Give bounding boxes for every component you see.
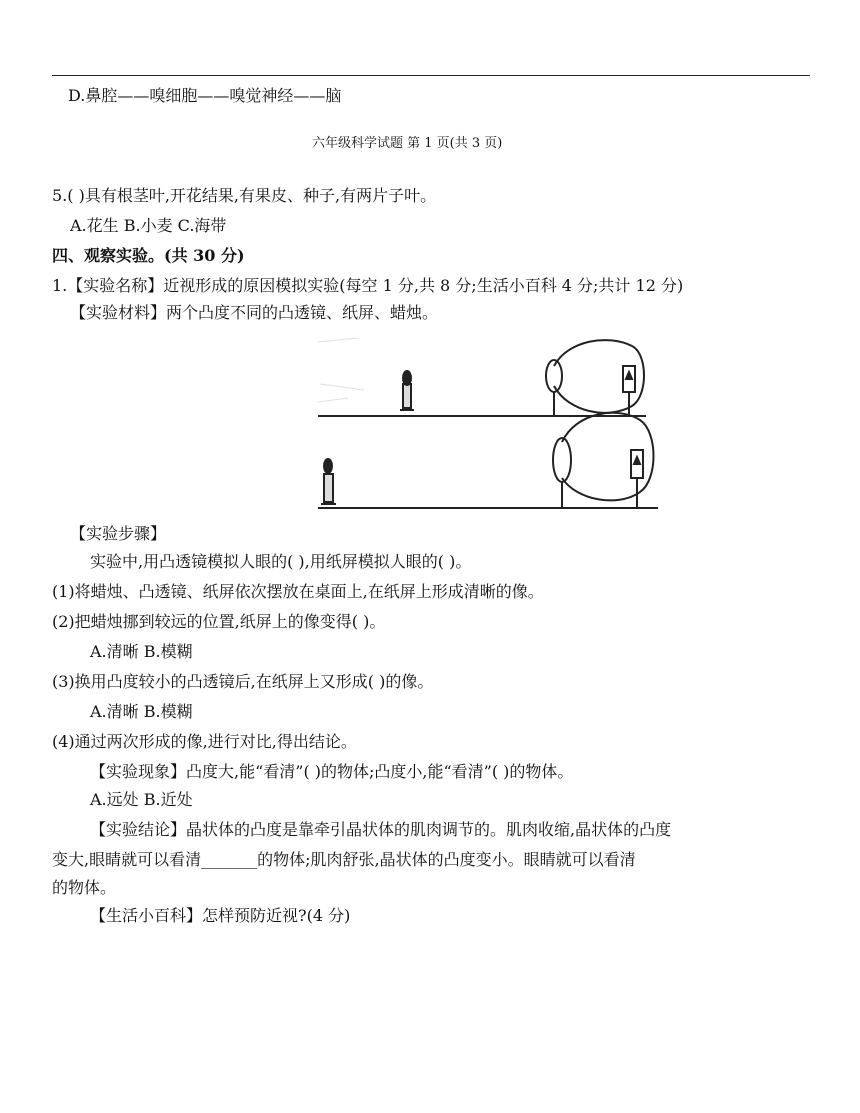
step-3-options: A.清晰 B.模糊 <box>90 702 193 721</box>
step-1: (1)将蜡烛、凸透镜、纸屏依次摆放在桌面上,在纸屏上形成清晰的像。 <box>52 582 544 601</box>
q5-stem: 5.( )具有根茎叶,开花结果,有果皮、种子,有两片子叶。 <box>52 186 437 205</box>
step-3: (3)换用凸度较小的凸透镜后,在纸屏上又形成( )的像。 <box>52 672 434 691</box>
step-4: (4)通过两次形成的像,进行对比,得出结论。 <box>52 732 357 751</box>
phenomenon-options: A.远处 B.近处 <box>90 790 193 809</box>
q1-title: 1.【实验名称】近视形成的原因模拟实验(每空 1 分,共 8 分;生活小百科 4 分;共计 12 分) <box>52 276 684 295</box>
conclusion-line-1: 【实验结论】晶状体的凸度是靠牵引晶状体的肌肉调节的。肌肉收缩,晶状体的凸度 <box>90 820 672 839</box>
steps-heading: 【实验步骤】 <box>70 524 167 543</box>
prev-option-d: D.鼻腔——嗅细胞——嗅觉神经——脑 <box>68 86 342 105</box>
bleed-through-marks <box>318 338 364 402</box>
section-heading: 四、观察实验。(共 30 分) <box>52 246 245 265</box>
setup-top <box>318 340 646 416</box>
phenomenon: 【实验现象】凸度大,能“看清”( )的物体;凸度小,能“看清”( )的物体。 <box>90 762 574 781</box>
conclusion-line-2: 变大,眼睛就可以看清_______的物体;肌肉舒张,晶状体的凸度变小。眼睛就可以看清 <box>52 850 636 869</box>
top-rule <box>52 75 810 76</box>
conclusion-line-3: 的物体。 <box>52 878 117 897</box>
steps-intro: 实验中,用凸透镜模拟人眼的( ),用纸屏模拟人眼的( )。 <box>90 552 472 571</box>
materials: 【实验材料】两个凸度不同的凸透镜、纸屏、蜡烛。 <box>70 303 439 322</box>
encyclopedia: 【生活小百科】怎样预防近视?(4 分) <box>90 906 351 925</box>
q5-options: A.花生 B.小麦 C.海带 <box>70 216 227 235</box>
page-footer: 六年级科学试题 第 1 页(共 3 页) <box>312 136 503 151</box>
setup-bottom <box>318 413 658 508</box>
step-2-options: A.清晰 B.模糊 <box>90 642 193 661</box>
step-2: (2)把蜡烛挪到较远的位置,纸屏上的像变得( )。 <box>52 612 386 631</box>
experiment-figure <box>318 332 658 514</box>
